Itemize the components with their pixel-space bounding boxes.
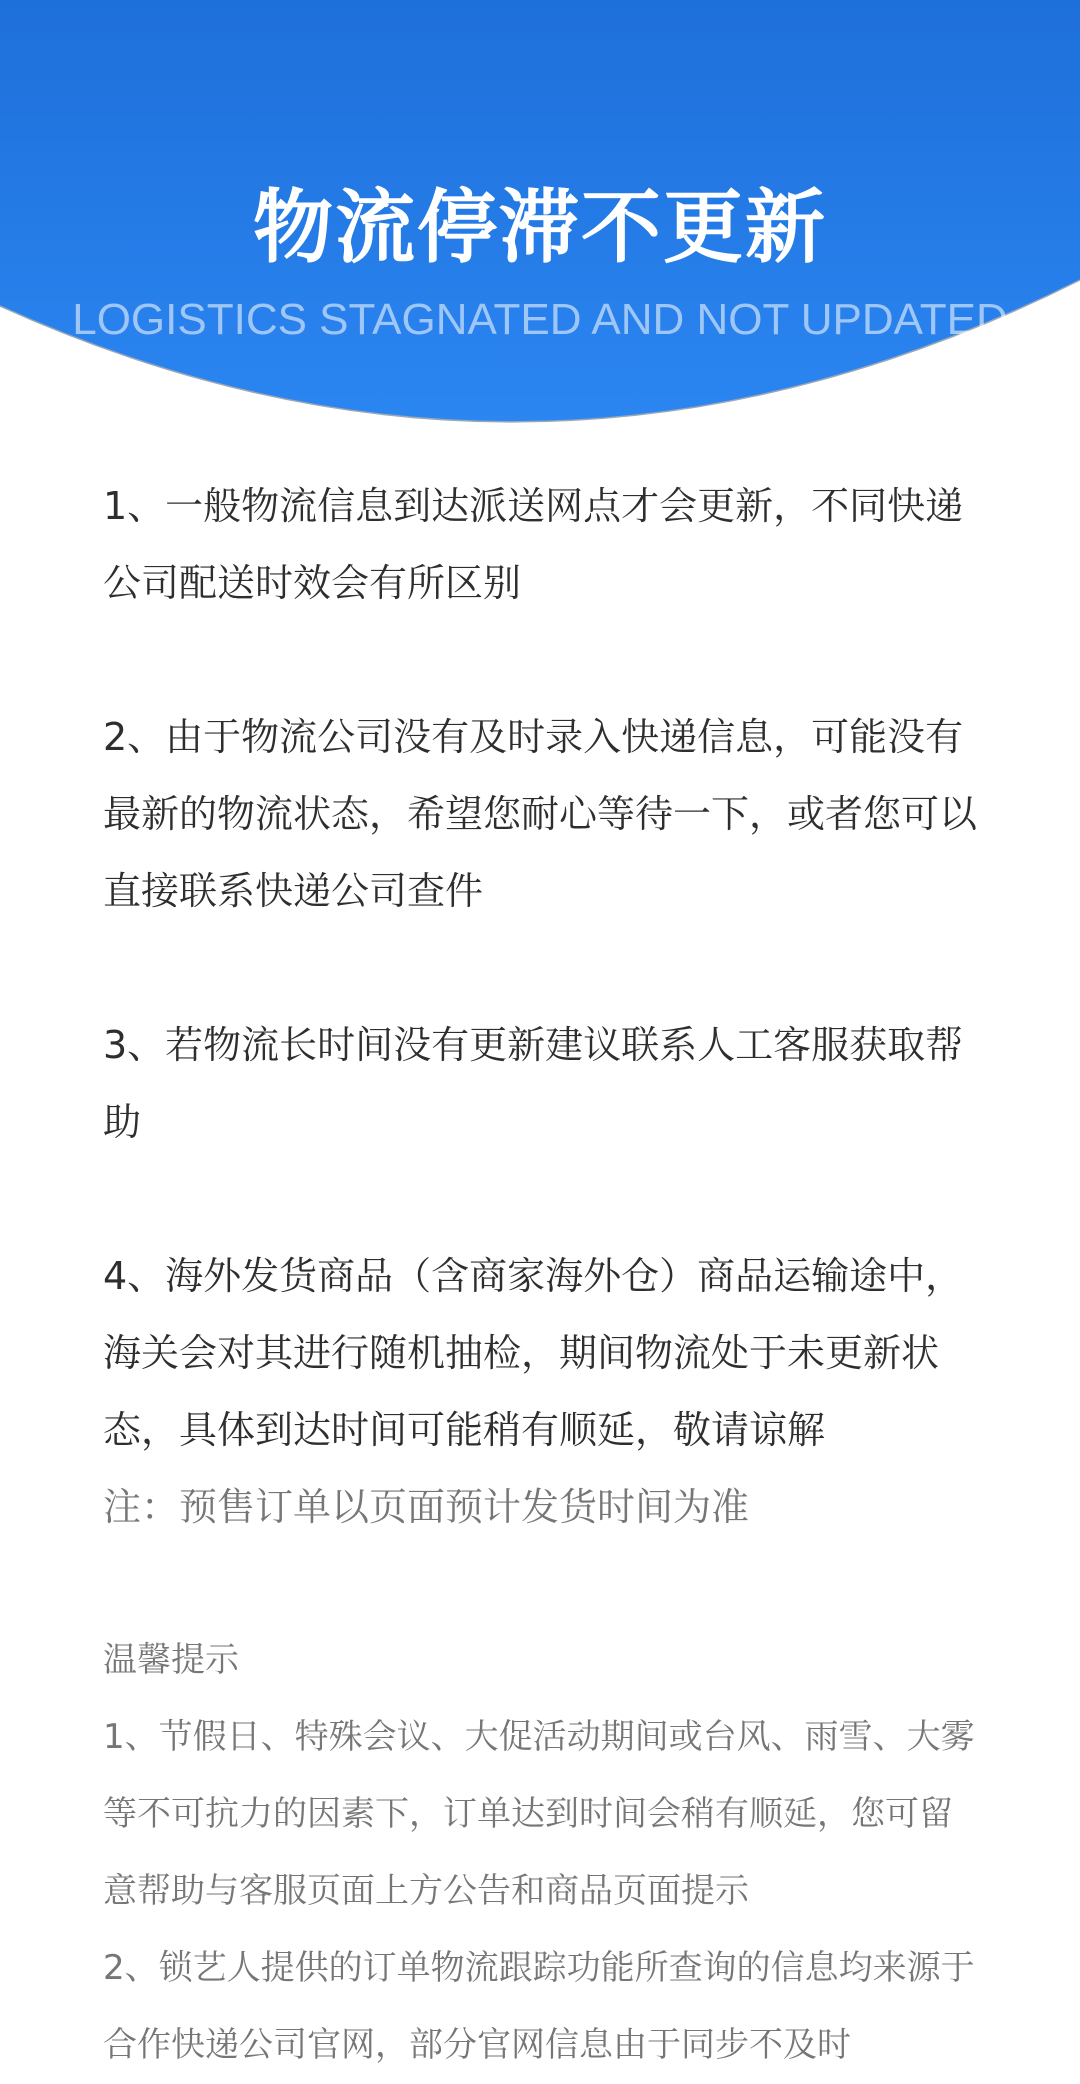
header-banner (0, 0, 1080, 420)
tips-section (103, 1622, 983, 2084)
tips-title: 温馨提示 (103, 1640, 239, 1680)
info-item-4: 4、海外发货商品（含商家海外仓）商品运输途中，海关会对其进行随机抽检，期间物流处于未更新状态，具体到达时间可能稍有顺延，敬请谅解 (103, 1254, 964, 1452)
page-subtitle: LOGISTICS STAGNATED AND NOT UPDATED (72, 295, 1008, 344)
page-title: 物流停滞不更新 (253, 181, 827, 274)
content-body (103, 468, 983, 2084)
presale-note: 注：预售订单以页面预计发货时间为准 (103, 1485, 750, 1529)
info-item-2: 2、由于物流公司没有及时录入快递信息，可能没有最新的物流状态，希望您耐心等待一下，或者您可以直接联系快递公司查件 (103, 715, 978, 913)
tip-item-1: 1、节假日、特殊会议、大促活动期间或台风、雨雪、大雾等不可抗力的因素下，订单达到时间会稍有顺延，您可留意帮助与客服页面上方公告和商品页面提示 (103, 1717, 975, 1911)
info-item-1: 1、一般物流信息到达派送网点才会更新，不同快递公司配送时效会有所区别 (103, 484, 964, 605)
info-item-3: 3、若物流长时间没有更新建议联系人工客服获取帮助 (103, 1023, 964, 1144)
tip-item-2: 2、锁艺人提供的订单物流跟踪功能所查询的信息均来源于合作快递公司官网，部分官网信息由于同步不及时 (103, 1948, 975, 2065)
